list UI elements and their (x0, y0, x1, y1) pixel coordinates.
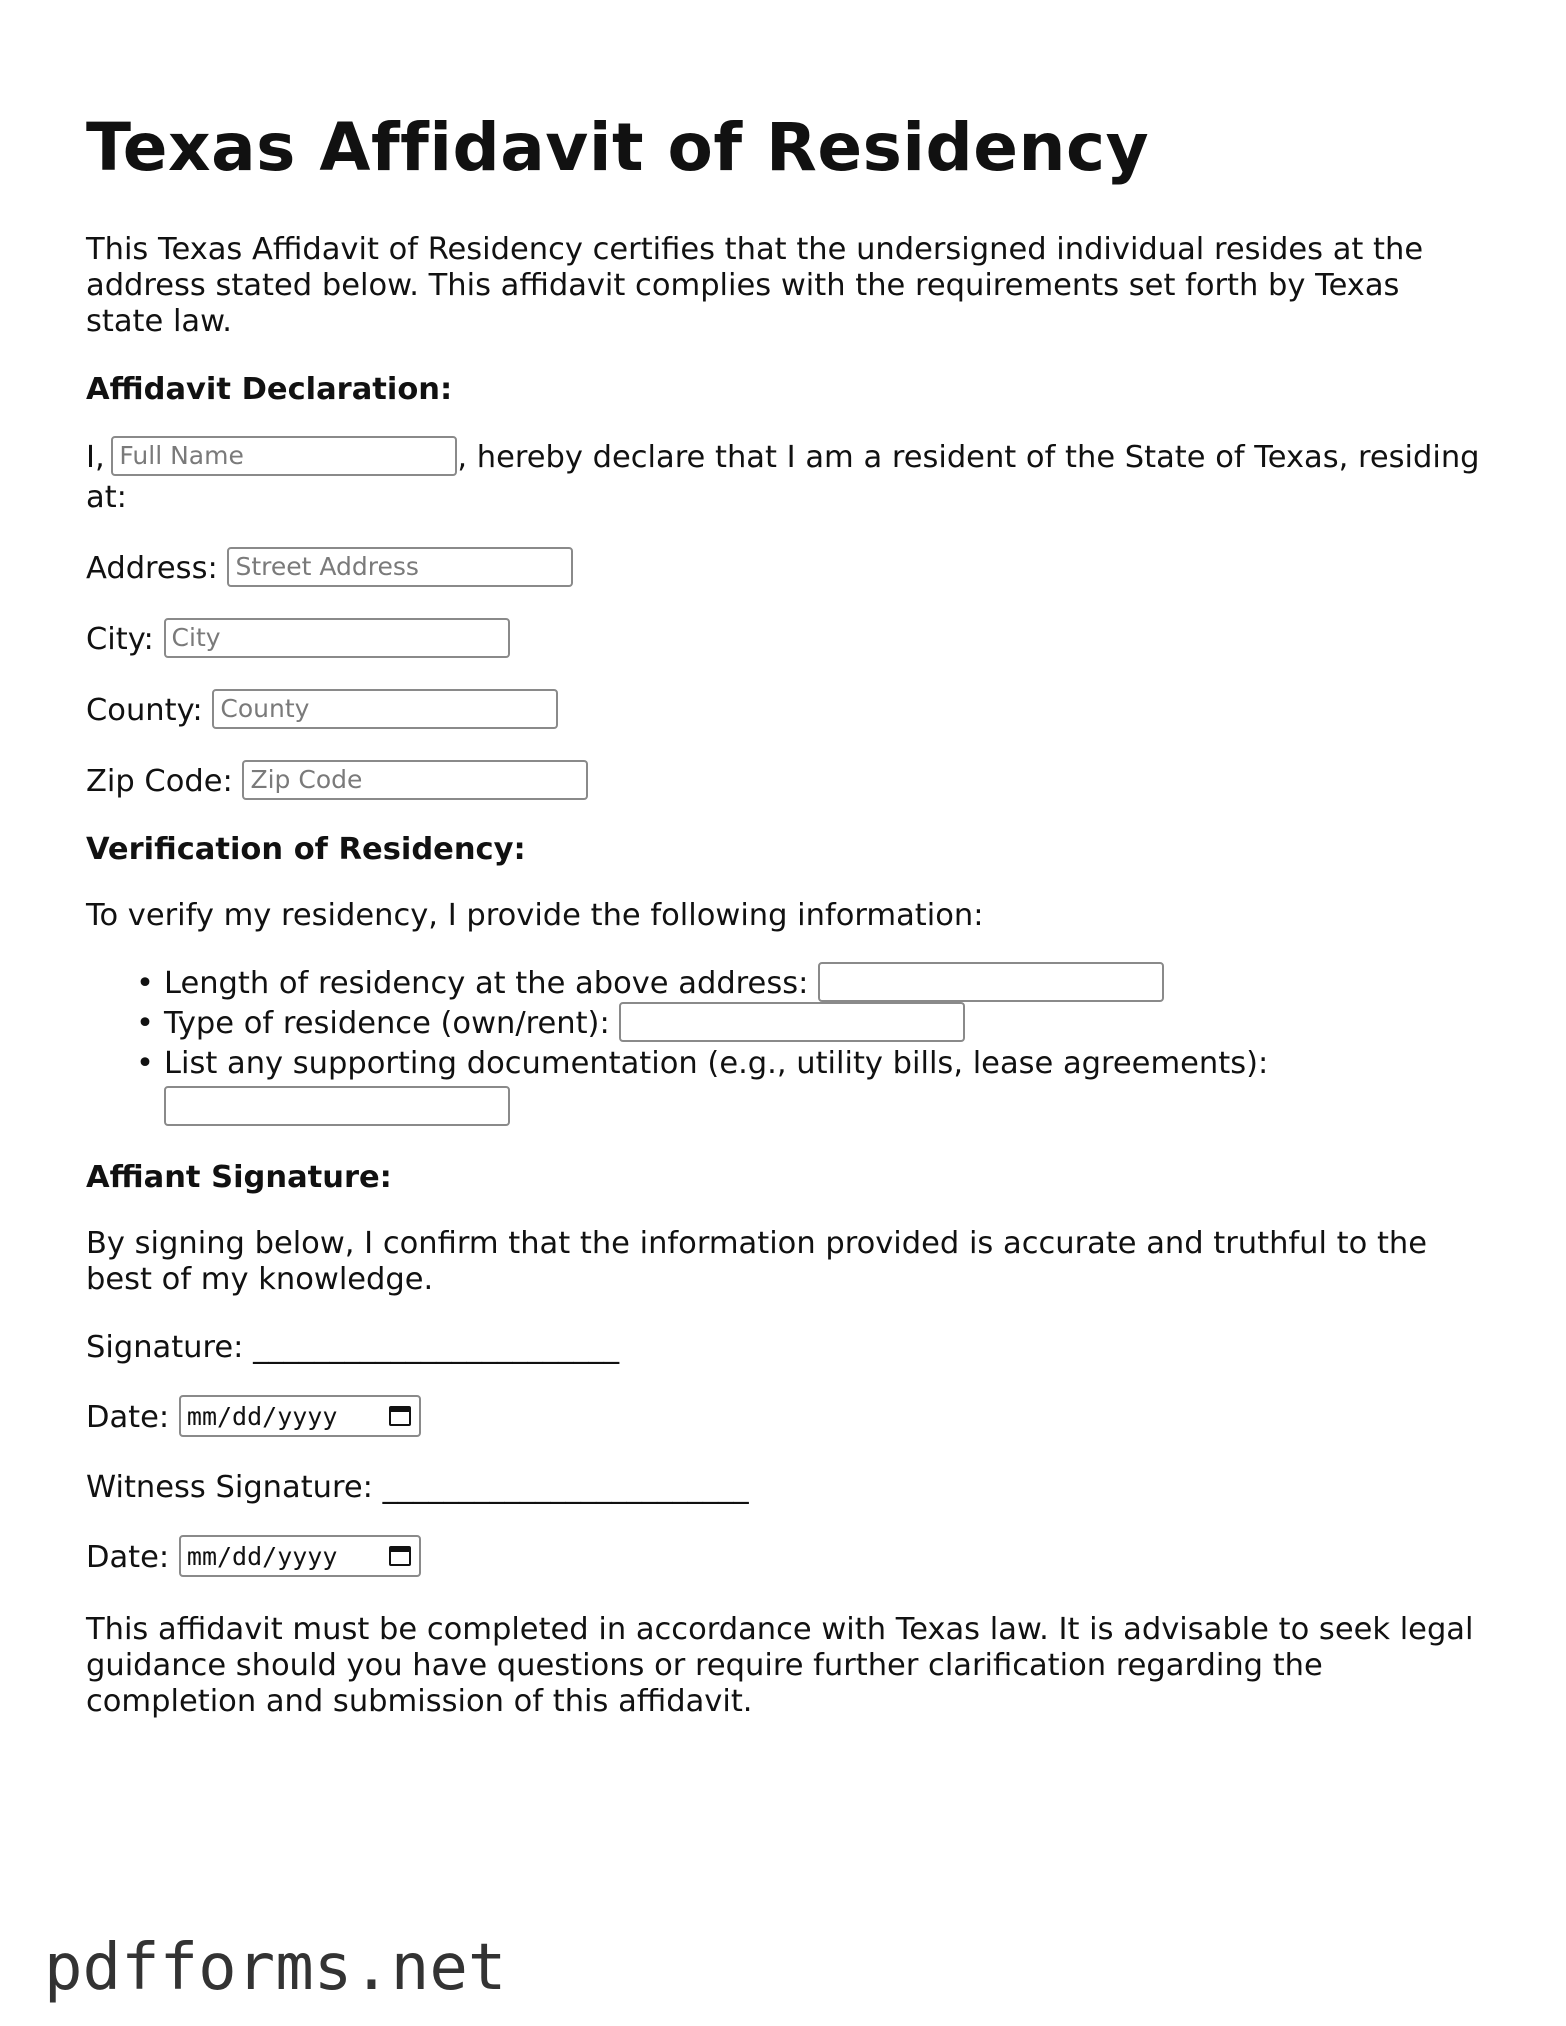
county-row (86, 691, 1486, 731)
witness-signature-label: Witness Signature: (86, 1470, 373, 1505)
affidavit-document (86, 108, 1486, 1751)
city-input[interactable] (164, 618, 510, 658)
verification-intro: To verify my residency, I provide the following information: (86, 898, 984, 933)
list-item (136, 1044, 1486, 1126)
signature-line[interactable]: ________________________ (253, 1330, 620, 1365)
calendar-icon[interactable] (389, 1546, 411, 1566)
bullet-icon: • (136, 1006, 154, 1041)
declaration-prefix: I, (86, 440, 105, 475)
witness-signature-line[interactable]: ________________________ (382, 1470, 749, 1505)
date-placeholder: mm/dd/yyyy (186, 1541, 338, 1571)
address-label: Address: (86, 551, 218, 586)
address-row (86, 549, 1486, 589)
city-label: City: (86, 622, 154, 657)
residence-type-input[interactable] (619, 1002, 965, 1042)
bullet-icon: • (136, 1046, 154, 1081)
zip-row (86, 762, 1486, 802)
signature-row (86, 1328, 1486, 1368)
declaration-suffix: , hereby declare that I am a resident of the State of Texas, residing at: (86, 440, 1480, 515)
residency-length-label: Length of residency at the above address: (164, 966, 809, 1001)
county-input[interactable] (212, 689, 558, 729)
footer-note: This affidavit must be completed in accordance with Texas law. It is advisable to seek legal guidance should you have questions or require further clarification regarding the completion and submission of this affidavit. (86, 1612, 1474, 1719)
zip-code-input[interactable] (242, 760, 588, 800)
witness-date-row (86, 1538, 1486, 1578)
residence-type-label: Type of residence (own/rent): (164, 1006, 610, 1041)
full-name-input[interactable] (111, 436, 457, 476)
signature-intro: By signing below, I confirm that the information provided is accurate and truthful to the best of my knowledge. (86, 1226, 1428, 1297)
supporting-docs-input[interactable] (164, 1086, 510, 1126)
city-row (86, 620, 1486, 660)
date-placeholder: mm/dd/yyyy (186, 1401, 338, 1431)
declaration-heading: Affidavit Declaration: (86, 372, 453, 407)
list-item (136, 964, 1486, 1004)
witness-date-label: Date: (86, 1540, 170, 1575)
zip-label: Zip Code: (86, 764, 233, 799)
verification-heading: Verification of Residency: (86, 832, 526, 867)
declaration-statement (86, 438, 1486, 518)
supporting-docs-label: List any supporting documentation (e.g., utility bills, lease agreements): (164, 1046, 1269, 1081)
page-title: Texas Affidavit of Residency (86, 109, 1150, 186)
signature-date-row (86, 1398, 1486, 1438)
signature-date-input[interactable] (179, 1395, 421, 1437)
watermark-logo: pdfforms.net (44, 1931, 507, 2005)
calendar-icon[interactable] (389, 1406, 411, 1426)
verification-list (86, 964, 1486, 1126)
witness-date-input[interactable] (179, 1535, 421, 1577)
date-label: Date: (86, 1400, 170, 1435)
list-item (136, 1004, 1486, 1044)
signature-heading: Affiant Signature: (86, 1160, 392, 1195)
bullet-icon: • (136, 966, 154, 1001)
street-address-input[interactable] (227, 547, 573, 587)
county-label: County: (86, 693, 203, 728)
intro-paragraph: This Texas Affidavit of Residency certifies that the undersigned individual resides at the address stated below. This affidavit complies with the requirements set forth by Texas state law. (86, 232, 1424, 339)
residency-length-input[interactable] (818, 962, 1164, 1002)
signature-label: Signature: (86, 1330, 244, 1365)
witness-signature-row (86, 1468, 1486, 1508)
